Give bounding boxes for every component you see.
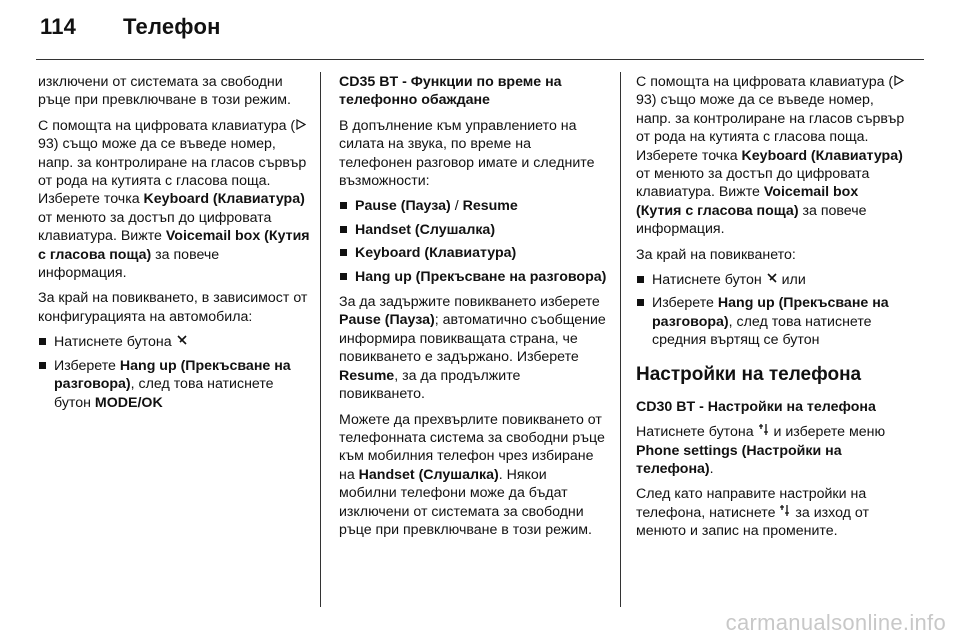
paragraph: За край на повикването, в зависимост от конфигурацията на автомобила: <box>38 290 308 325</box>
bullet <box>340 202 347 209</box>
column-1 <box>38 73 310 608</box>
paragraph: В допълнение към управлението на силата на звука, по време на телефонен разговор имате и следните възможности: <box>339 117 595 190</box>
hang-up-icon <box>766 271 778 289</box>
bullet <box>637 299 644 306</box>
ref-arrow-icon <box>295 117 307 135</box>
paragraph: След като направите настройки на телефона, натиснете за изход от менюто и запис на промените. <box>636 486 869 540</box>
list-item: Hang up (Прекъсване на разговора) <box>339 268 607 286</box>
list-item: Натиснете бутона <box>38 333 310 351</box>
list-item: Натиснете бутон или <box>636 271 906 289</box>
column-divider-2 <box>620 72 621 607</box>
column-divider-1 <box>320 72 321 607</box>
bullet <box>340 226 347 233</box>
list-item: Handset (Слушалка) <box>339 221 607 239</box>
page-header <box>40 14 221 54</box>
paragraph: Можете да прехвърлите повикването от телефонната система за свободни ръце към мобилния телефон чрез избиране на Handset (Слушалка). Някои мобилни телефони може да бъдат изключени от системата за свободни ръце при превключване в този режим. <box>339 411 605 538</box>
column-3 <box>636 73 906 608</box>
header-divider <box>36 59 924 60</box>
paragraph: Натиснете бутона и изберете меню Phone settings (Настройки на телефона). <box>636 424 886 477</box>
list-item: Изберете Hang up (Прекъсване на разговора), след това натиснете бутон MODE/OK <box>38 357 310 412</box>
bullet <box>39 338 46 345</box>
paragraph: С помощта на цифровата клавиатура ( 93) също може да се въведе номер, напр. за контролиране на гласов сървър от рода на кутията с гласова поща. Изберете точка Keyboard (Клавиатура) от менюто за достъп до цифровата клавиатура. Вижте Voicemail box (Кутия с гласова поща) за повече информация. <box>38 117 310 282</box>
bullet <box>340 273 347 280</box>
list-item: Keyboard (Клавиатура) <box>339 244 607 262</box>
bullet-list <box>636 271 906 350</box>
bullet-list <box>38 333 310 412</box>
bullet <box>39 362 46 369</box>
phone-icon <box>779 504 791 522</box>
page-title: Телефон <box>123 14 221 39</box>
watermark: carmanualsonline.info <box>725 610 946 635</box>
phone-icon <box>758 423 770 441</box>
list-item: Pause (Пауза) / Resume <box>339 197 607 215</box>
paragraph: За да задържите повикването изберете Pause (Пауза); автоматично съобщение информира повикващата страна, че повикването е задържано. Изберете Resume, за да продължите повикването. <box>339 294 606 403</box>
subsection-heading: CD30 BT - Настройки на телефона <box>636 398 876 415</box>
list-item: Изберете Hang up (Прекъсване на разговора), след това натиснете средния въртящ се бутон <box>636 294 906 349</box>
paragraph: За край на повикването: <box>636 246 796 263</box>
paragraph: изключени от системата за свободни ръце при превключване в този режим. <box>38 74 291 109</box>
hang-up-icon <box>176 333 188 351</box>
bullet <box>340 249 347 256</box>
ref-arrow-icon <box>893 73 905 91</box>
section-title: Настройки на телефона <box>636 363 862 385</box>
bullet <box>637 276 644 283</box>
bullet-list <box>339 197 607 286</box>
column-2 <box>339 73 607 608</box>
page-number: 114 <box>40 14 77 39</box>
paragraph: С помощта на цифровата клавиатура ( 93) също може да се въведе номер, напр. за контролиране на гласов сървър от рода на кутията с гласова поща. Изберете точка Keyboard (Клавиатура) от менюто за достъп до цифровата клавиатура. Вижте Voicemail box (Кутия с гласова поща) за повече информация. <box>636 74 905 238</box>
section-heading: CD35 BT - Функции по време на телефонно обаждане <box>339 74 562 109</box>
